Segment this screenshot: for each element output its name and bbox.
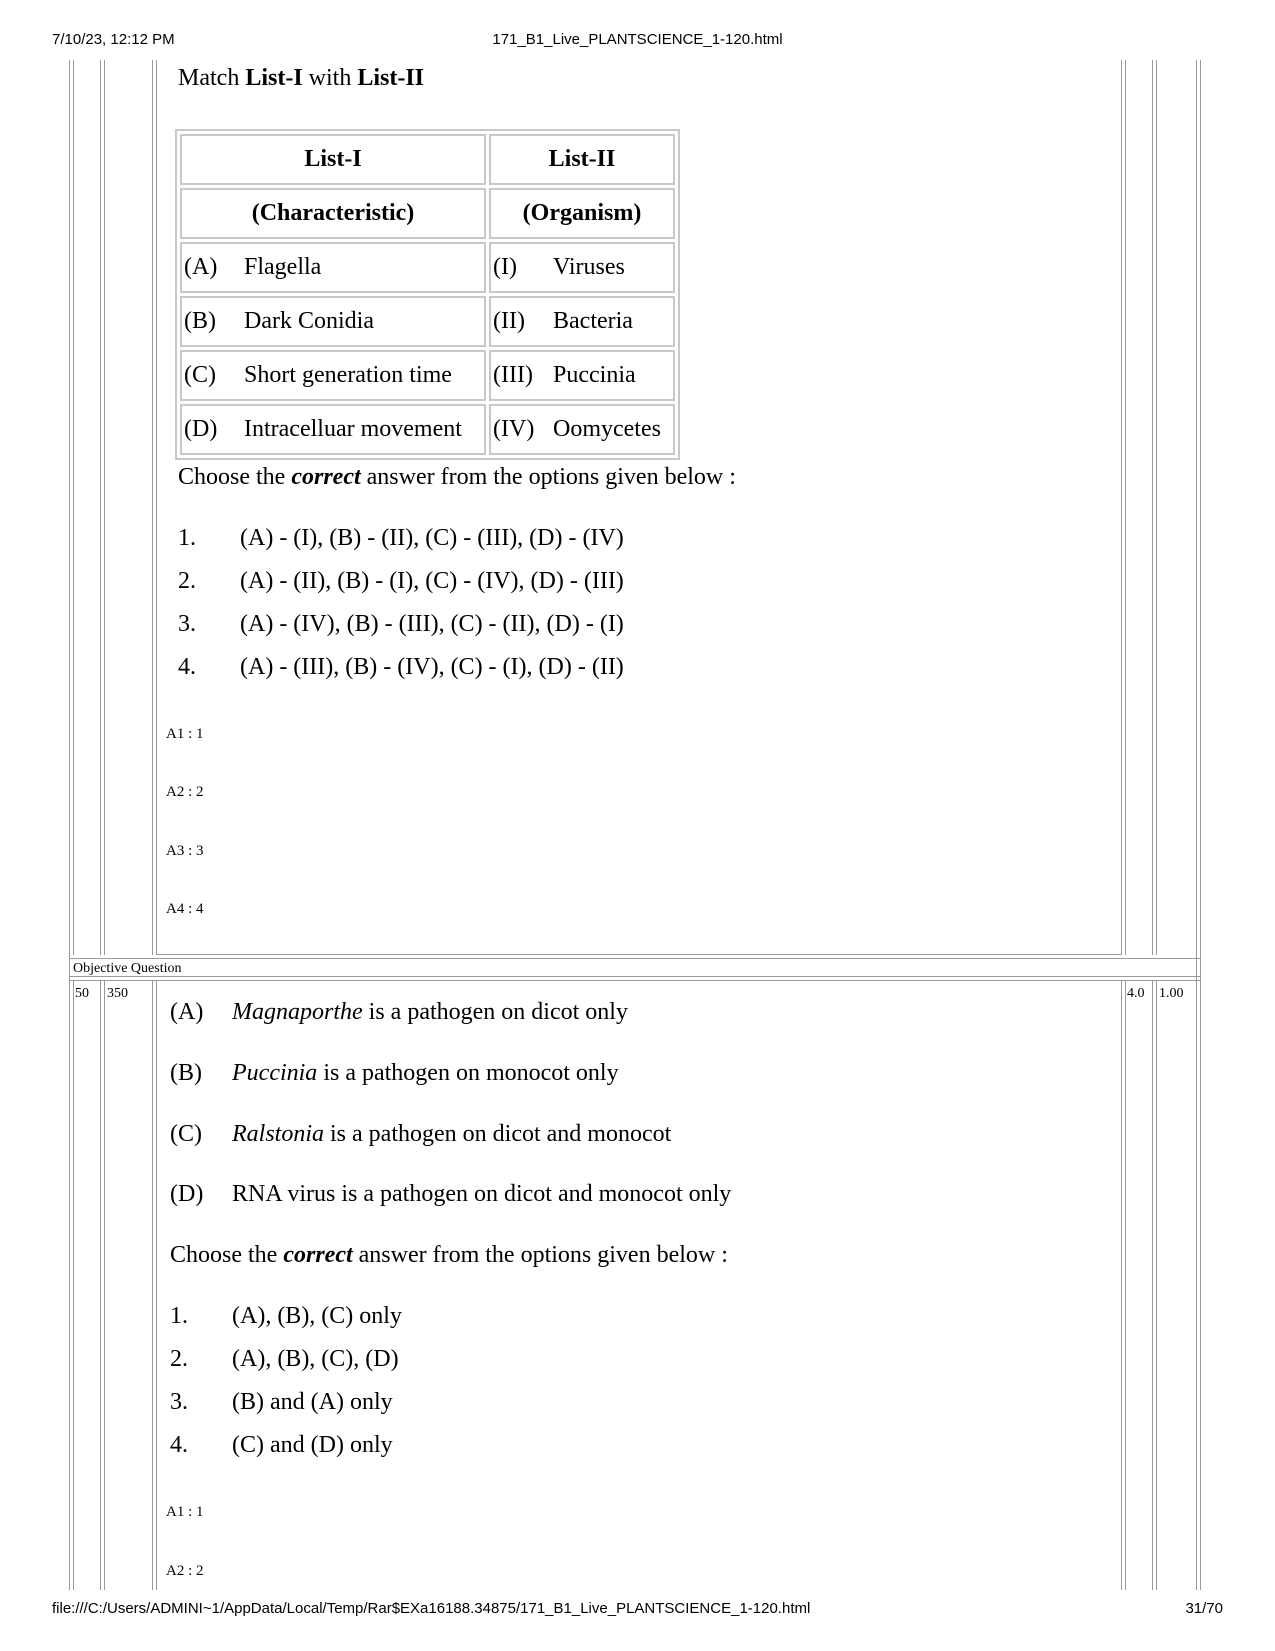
- marks: 4.0: [1127, 986, 1145, 1001]
- characteristic: Intracelluar movement: [244, 416, 462, 442]
- organism: Oomycetes: [553, 416, 661, 442]
- answer-key: A1 : 1: [166, 1504, 204, 1520]
- characteristic: Dark Conidia: [244, 308, 374, 334]
- table-row: [180, 350, 675, 401]
- row-label: (II): [493, 308, 525, 334]
- row-label: (D): [184, 416, 218, 442]
- row-label: (III): [493, 362, 533, 388]
- question-intro: Match List-I with List-II: [178, 65, 425, 91]
- answer-key: A1 : 1: [166, 726, 204, 742]
- print-doc-title: 171_B1_Live_PLANTSCIENCE_1-120.html: [492, 31, 783, 48]
- option-item: 4. (C) and (D) only: [170, 1432, 393, 1458]
- option-item: 1. (A) - (I), (B) - (II), (C) - (III), (D) - (IV): [178, 525, 624, 551]
- print-file-path: file:///C:/Users/ADMINI~1/AppData/Local/Temp/Rar$EXa16188.34875/171_B1_Live_PLANTSCIENCE_1-120.html: [52, 1600, 811, 1617]
- option-item: 4. (A) - (III), (B) - (IV), (C) - (I), (D) - (II): [178, 654, 624, 680]
- row-label: (C): [184, 362, 216, 388]
- option-item: 2. (A) - (II), (B) - (I), (C) - (IV), (D) - (III): [178, 568, 624, 594]
- negative-marks: 1.00: [1159, 986, 1184, 1001]
- match-table: [175, 129, 680, 460]
- statement-item: (B) Puccinia is a pathogen on monocot only: [170, 1060, 619, 1086]
- table-row: [180, 404, 675, 455]
- row-label: (IV): [493, 416, 535, 442]
- characteristic: Short generation time: [244, 362, 452, 388]
- option-item: 2. (A), (B), (C), (D): [170, 1346, 399, 1372]
- print-page-number: 31/70: [1185, 1600, 1223, 1617]
- answer-key: A4 : 4: [166, 901, 204, 917]
- statement-item: (A) Magnaporthe is a pathogen on dicot only: [170, 999, 628, 1025]
- organism: Viruses: [553, 254, 625, 280]
- question-id: 350: [107, 986, 128, 1001]
- organism: Puccinia: [553, 362, 636, 388]
- row-label: (B): [184, 308, 216, 334]
- statement-item: (C) Ralstonia is a pathogen on dicot and monocot: [170, 1121, 672, 1147]
- statement-item: (D) RNA virus is a pathogen on dicot and monocot only: [170, 1181, 732, 1207]
- organism: Bacteria: [553, 308, 633, 334]
- option-item: 3. (A) - (IV), (B) - (III), (C) - (II), (D) - (I): [178, 611, 624, 637]
- choose-instruction: Choose the correct answer from the options given below :: [170, 1242, 728, 1268]
- list-2-subheader: (Organism): [489, 188, 675, 239]
- list-1-header: List-I: [180, 134, 486, 185]
- row-label: (A): [184, 254, 218, 280]
- answer-key: A2 : 2: [166, 784, 204, 800]
- table-row: [180, 242, 675, 293]
- table-row: [180, 296, 675, 347]
- list-1-subheader: (Characteristic): [180, 188, 486, 239]
- row-label: (I): [493, 254, 517, 280]
- print-timestamp: 7/10/23, 12:12 PM: [52, 31, 175, 48]
- characteristic: Flagella: [244, 254, 322, 280]
- table-subheader-row: [180, 188, 675, 239]
- answer-key: A3 : 3: [166, 843, 204, 859]
- table-header-row: [180, 134, 675, 185]
- choose-instruction: Choose the correct answer from the options given below :: [178, 464, 736, 490]
- option-item: 3. (B) and (A) only: [170, 1389, 393, 1415]
- option-item: 1. (A), (B), (C) only: [170, 1303, 402, 1329]
- question-type-label: Objective Question: [73, 961, 182, 976]
- question-number: 50: [75, 986, 89, 1001]
- answer-key: A2 : 2: [166, 1563, 204, 1579]
- list-2-header: List-II: [489, 134, 675, 185]
